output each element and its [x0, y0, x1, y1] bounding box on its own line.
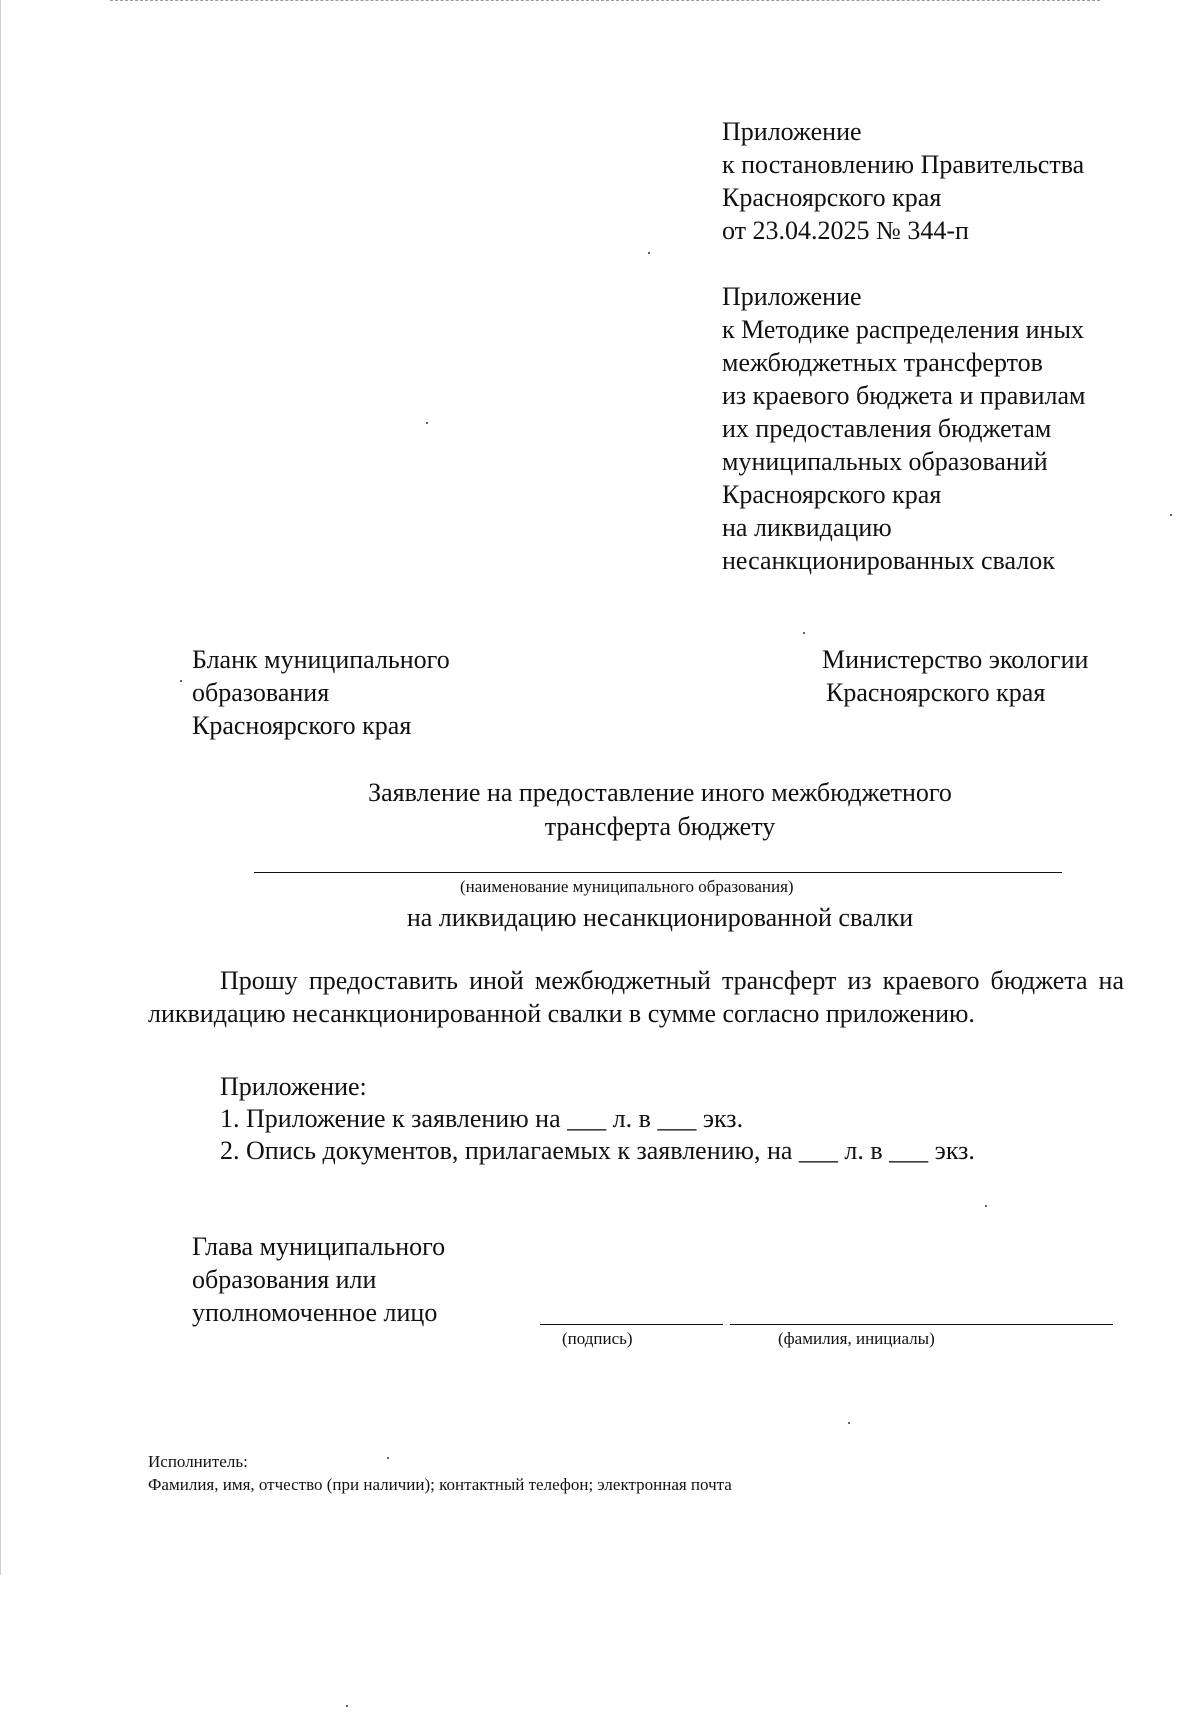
appendix-stamp-methodology — [722, 280, 1085, 577]
document-title — [200, 776, 1120, 844]
stamp-line: Приложение — [722, 117, 862, 146]
attachment-item-1: 1. Приложение к заявлению на ___ л. в ___ экз. — [220, 1104, 744, 1133]
attachment-item-2: 2. Опись документов, прилагаемых к заявлению, на ___ л. в ___ экз. — [220, 1136, 975, 1165]
stamp-line: Приложение — [722, 282, 862, 311]
recipient-line: Красноярского края — [826, 678, 1046, 707]
municipality-caption: (наименование муниципального образования) — [460, 877, 794, 896]
recipient-line: Министерство экологии — [822, 645, 1089, 674]
scan-speck — [803, 632, 805, 634]
stamp-line: из краевого бюджета и правилам — [722, 381, 1086, 410]
stamp-line: их предоставления бюджетам — [722, 414, 1052, 443]
stamp-line: к Методике распределения иных — [722, 315, 1084, 344]
scan-speck — [426, 422, 428, 424]
stamp-line: к постановлению Правительства — [722, 150, 1085, 179]
stamp-line: межбюджетных трансфертов — [722, 348, 1043, 377]
executor-details: Фамилия, имя, отчество (при наличии); контактный телефон; электронная почта — [148, 1475, 732, 1494]
name-line — [730, 1324, 1113, 1325]
sender-line: Бланк муниципального — [192, 645, 450, 674]
name-caption: (фамилия, инициалы) — [778, 1329, 935, 1348]
recipient-block — [822, 643, 1088, 709]
stamp-line: муниципальных образований — [722, 447, 1048, 476]
scan-speck — [1170, 514, 1172, 516]
signer-line: Глава муниципального — [192, 1232, 446, 1261]
stamp-line: несанкционированных свалок — [722, 546, 1055, 575]
signer-line: уполномоченное лицо — [192, 1298, 438, 1327]
scan-speck — [180, 680, 182, 682]
signature-line — [540, 1324, 723, 1325]
municipality-name-line — [254, 872, 1062, 873]
sender-line: Красноярского края — [192, 711, 412, 740]
stamp-line: Красноярского края — [722, 480, 942, 509]
scan-speck — [985, 1205, 987, 1207]
document-subtitle: на ликвидацию несанкционированной свалки — [406, 903, 914, 932]
scan-speck — [648, 252, 650, 254]
title-line: Заявление на предоставление иного межбюджетного — [368, 778, 952, 807]
stamp-line: на ликвидацию — [722, 513, 892, 542]
request-paragraph: Прошу предоставить иной межбюджетный трансферт из краевого бюджета на ликвидацию несанкционированной свалки в сумме согласно приложению. — [148, 966, 1124, 1028]
top-scan-edge — [110, 0, 1100, 1]
scan-speck — [848, 1422, 850, 1424]
sender-block — [192, 643, 450, 742]
attachments-heading: Приложение: — [220, 1072, 367, 1101]
scan-speck — [346, 1705, 348, 1707]
scan-speck — [387, 1457, 389, 1459]
title-line: трансферта бюджету — [544, 812, 776, 841]
signature-caption: (подпись) — [562, 1329, 633, 1348]
signer-block — [192, 1230, 445, 1329]
signer-line: образования или — [192, 1265, 377, 1294]
left-scan-edge — [0, 0, 1, 1575]
stamp-line: Красноярского края — [722, 183, 942, 212]
sender-line: образования — [192, 678, 330, 707]
executor-label: Исполнитель: — [148, 1452, 248, 1471]
appendix-stamp-resolution — [722, 115, 1084, 247]
stamp-line: от 23.04.2025 № 344-п — [722, 216, 969, 245]
